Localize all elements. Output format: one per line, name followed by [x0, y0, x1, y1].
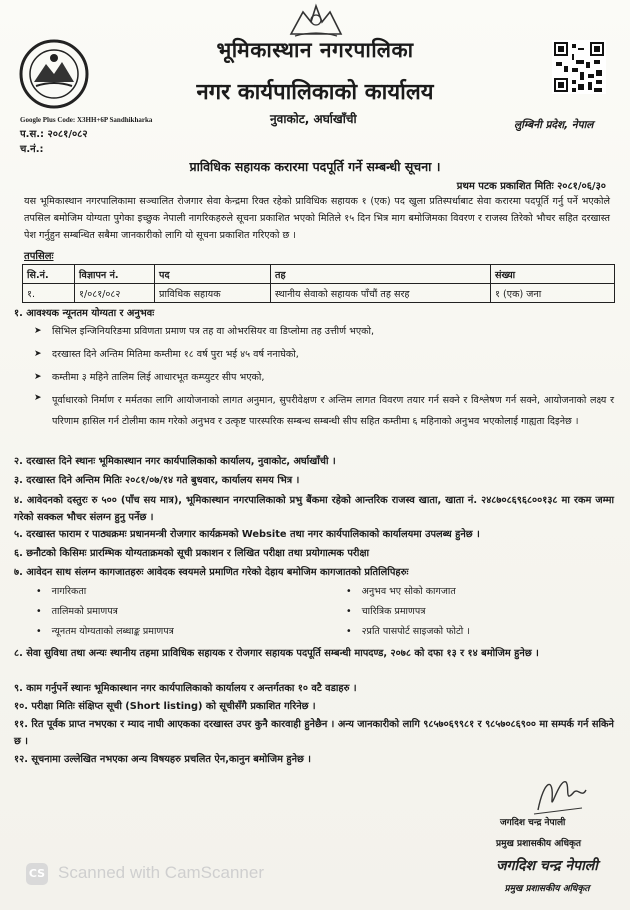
document-item: • नागरिकता — [36, 586, 87, 597]
section-1-title: १. आवश्यक न्यूनतम योग्यता र अनुभवः — [14, 308, 155, 319]
cell-sn: १. — [23, 284, 75, 303]
document-item: • अनुभव भए सोको कागजात — [346, 586, 456, 597]
signatory-name: जगदिश चन्द्र नेपाली — [500, 818, 566, 828]
col-header-level: तह — [271, 265, 491, 284]
table-header-row — [23, 265, 615, 284]
col-header-sn: सि.नं. — [23, 265, 75, 284]
office-address: नुवाकोट, अर्घाखाँची — [270, 112, 357, 126]
dispatch-number: च.नं.: — [20, 144, 44, 155]
cell-count: १ (एक) जना — [491, 284, 615, 303]
arrow-bullet-icon: ➤ — [34, 393, 42, 403]
section-7-title: ७. आवेदन साथ संलग्न कागजातहरुः आवेदक स्वयमले प्रमाणित गरेको देहाय बमोजिम कागजातको प्रतिलिपिहरुः — [14, 567, 409, 578]
section-10: १०. परीक्षा मितिः संक्षिप्त सूची (Short listing) को सूचीसँगै प्रकाशित गरिनेछ । — [14, 701, 316, 712]
col-header-ad-no: विज्ञापन नं. — [75, 265, 155, 284]
notice-intro: यस भूमिकास्थान नगरपालिकामा सञ्चालित रोजगार सेवा केन्द्रमा रिक्त रहेको प्राविधिक सहायक १ (एक) पद खुला प्रतिस्पर्धाबाट सेवा करारमा पदपूर्ति गर्नु पर्ने भएकोले तपसिल बमोजिम योग्यता पुगेका इच्छुक नेपाली नागरिकहरुले सूचना प्रकाशित भएको मितिले १५ दिन भित्र माग बमोजिमका विवरण र राजस्व तिरेको भौचर सहित दरखास्त पेश गर्नुहुन सम्बन्धित सबैमा जानकारीको लागि यो सूचना प्रकाशित गरिएको छ । — [24, 196, 610, 241]
col-header-count: संख्या — [491, 265, 615, 284]
document-item: • २प्रति पासपोर्ट साइजको फोटो । — [346, 626, 470, 637]
qualification-item: ➤ दरखास्त दिने अन्तिम मितिमा कम्तीमा १८ वर्ष पुरा भई ४५ वर्ष ननाघेको, — [34, 346, 614, 363]
publish-date: प्रथम पटक प्रकाशित मितिः २०८१/०६/३० — [456, 181, 606, 192]
org-name: भूमिकास्थान नगरपालिका — [216, 38, 414, 62]
qualification-item: ➤ कम्तीमा ३ महिने तालिम लिई आधारभूत कम्प्युटर सीप भएको, — [34, 369, 614, 386]
stamp-name: जगदिश चन्द्र नेपाली — [496, 858, 598, 874]
camscanner-watermark: Scanned with CamScanner — [58, 863, 265, 882]
section-4: ४. आवेदनको दस्तुरः रु ५०० (पाँच सय मात्र), भूमिकास्थान नगरपालिकाको प्रभु बैंकमा रहेको आन्तरिक राजस्व खाता, खाता नं. २४८७०८६९६८००१३८ मा रकम जम्मा गरेको सक्कल भौचर संलग्न हुनु पर्नेछ । — [14, 495, 614, 523]
document-item: • न्यूनतम योग्यताको लब्धाङ्क प्रमाणपत्र — [36, 626, 174, 637]
section-9: ९. काम गर्नुपर्ने स्थानः भूमिकास्थान नगर कार्यपालिकाको कार्यालय र अन्तर्गतका १० वटै वडाहरु । — [14, 683, 357, 694]
arrow-bullet-icon: ➤ — [34, 326, 42, 336]
col-header-post: पद — [155, 265, 271, 284]
table-row — [23, 284, 615, 303]
signatory-designation: प्रमुख प्रशासकीय अधिकृत — [496, 839, 582, 849]
vacancy-table — [22, 264, 615, 303]
national-emblem-icon — [285, 0, 347, 40]
cell-post: प्राविधिक सहायक — [155, 284, 271, 303]
qualification-item: ➤ सिभिल इन्जिनियरिङमा प्रविणता प्रमाण पत्र तह वा ओभरसियर वा डिप्लोमा तह उत्तीर्ण भएको, — [34, 323, 614, 340]
section-3: ३. दरखास्त दिने अन्तिम मितिः २०८१/०७/१४ गते बुधवार, कार्यालय समय भित्र । — [14, 475, 300, 486]
section-6: ६. छनौटको किसिमः प्रारम्भिक योग्यताक्रमको सूची प्रकाशन र लिखित परीक्षा तथा प्रयोगात्मक परीक्षा — [14, 548, 370, 559]
details-label: तपसिलः — [24, 251, 54, 262]
section-8: ८. सेवा सुविधा तथा अन्यः स्थानीय तहमा प्राविधिक सहायक र रोजगार सहायक पदपूर्ति सम्बन्धी मापदण्ड, २०७८ को दफा १३ र १४ बमोजिम हुनेछ । — [14, 648, 539, 659]
google-plus-code: Google Plus Code: X3HH+6P Sandhikharka — [20, 116, 153, 124]
notice-title: प्राविधिक सहायक करारमा पदपूर्ति गर्ने सम्बन्धी सूचना । — [189, 159, 441, 174]
document-item: • तालिमको प्रमाणपत्र — [36, 606, 118, 617]
arrow-bullet-icon: ➤ — [34, 349, 42, 359]
camscanner-icon: CS — [26, 863, 48, 885]
section-5: ५. दरखास्त फाराम र पाठ्यक्रमः प्रधानमन्त्री रोजगार कार्यक्रमको Website तथा नगर कार्यपालिकाको कार्यालयमा उपलब्ध हुनेछ । — [14, 529, 480, 540]
section-12: १२. सूचनामा उल्लेखित नभएका अन्य विषयहरु प्रचलित ऐन,कानुन बमोजिम हुनेछ । — [14, 754, 311, 765]
qualification-item: ➤ पूर्वाधारको निर्माण र मर्मतका लागि आयोजनाको लागत अनुमान, सुपरीवेक्षण र अन्तिम लागत विवरण तयार गर्न सक्ने र विश्लेषण गर्न सक्ने, आयोजनाको लक्ष्य र परिणाम हासिल गर्न टोलीमा काम गरेको अनुभव र उत्कृष्ट पारस्परिक सम्बन्ध सम्बन्धी सीप सहित कम्तीमा ६ महिनाको अनुभव भएकोलाई गाह्यता दिइनेछ । — [34, 390, 614, 432]
arrow-bullet-icon: ➤ — [34, 372, 42, 382]
document-item: • चारित्रिक प्रमाणपत्र — [346, 606, 426, 617]
signature-scribble — [530, 770, 590, 818]
cell-level: स्थानीय सेवाको सहायक पाँचौं तह सरह — [271, 284, 491, 303]
office-name: नगर कार्यपालिकाको कार्यालय — [196, 80, 434, 105]
section-11: ११. रित पूर्वक प्राप्त नभएका र म्याद नाघी आएकका दरखास्त उपर कुनै कारवाही हुनेछैन । अन्य जानकारीको लागि ९८५७०६९९८१ र ९८५७०८६९०० मा सम्पर्क गर्न सकिने छ । — [14, 719, 614, 747]
province-label: लुम्बिनी प्रदेश, नेपाल — [514, 119, 594, 131]
ref-number: प.स.: २०८१/०८२ — [20, 129, 88, 140]
cell-ad-no: १/०८१/०८२ — [75, 284, 155, 303]
stamp-designation: प्रमुख प्रशासकीय अधिकृत — [504, 884, 590, 894]
section-2: २. दरखास्त दिने स्थानः भूमिकास्थान नगर कार्यपालिकाको कार्यालय, नुवाकोट, अर्घाखाँची । — [14, 456, 336, 467]
